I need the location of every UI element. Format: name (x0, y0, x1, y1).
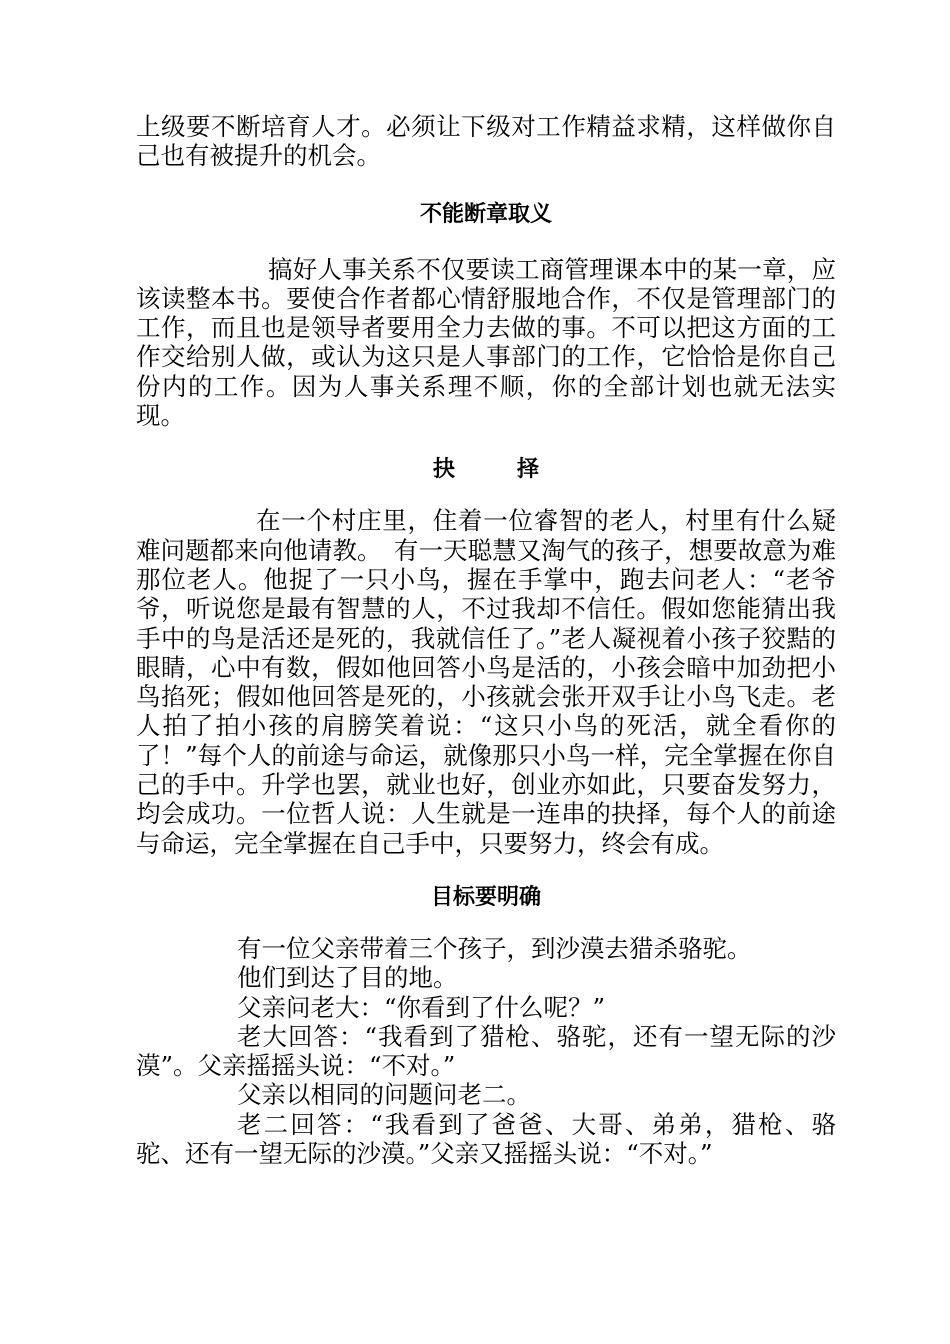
section-title-2-char-1: 抉 (432, 457, 455, 483)
section-title-1: 不能断章取义 (419, 201, 552, 227)
dialogue-line: 老二回答：“我看到了爸爸、大哥、弟弟，猎枪、骆驼、还有一望无际的沙漠。”父亲又摇摇头说：“不对。” (136, 1109, 836, 1169)
section-title-2-char-2: 择 (517, 457, 540, 483)
document-page (136, 112, 836, 1168)
section-1-paragraph: 搞好人事关系不仅要读工商管理课本中的某一章，应该读整本书。要使合作者都心情舒服地合作，不仅是管理部门的工作，而且也是领导者要用全力去做的事。不可以把这方面的工作交给别人做，或认为这只是人事部门的工作，它恰恰是你自己份内的工作。因为人事关系理不顺，你的全部计划也就无法实现。 (136, 254, 836, 431)
dialogue-line: 有一位父亲带着三个孩子，到沙漠去猎杀骆驼。 (237, 933, 752, 963)
section-title-3: 目标要明确 (430, 884, 541, 910)
section-2-paragraph: 在一个村庄里，住着一位睿智的老人，村里有什么疑难问题都来向他请教。 有一天聪慧又淘气的孩子，想要故意为难那位老人。他捉了一只小鸟，握在手掌中，跑去问老人：“老爷爷，听说您是最有智慧的人，不过我却不信任。假如您能猜出我手中的鸟是活还是死的，我就信任了。”老人凝视着小孩子狡黠的眼睛，心中有数，假如他回答小鸟是活的，小孩会暗中加劲把小鸟掐死；假如他回答是死的，小孩就会张开双手让小鸟飞走。老人拍了拍小孩的肩膀笑着说：“这只小鸟的死活，就全看你的了！”每个人的前途与命运，就像那只小鸟一样，完全掌握在你自己的手中。升学也罢，就业也好，创业亦如此，只要奋发努力，均会成功。一位哲人说：人生就是一连串的抉择，每个人的前途与命运，完全掌握在自己手中，只要努力，终会有成。 (136, 506, 836, 858)
dialogue-line: 父亲以相同的问题问老二。 (237, 1080, 531, 1110)
dialogue-line: 他们到达了目的地。 (237, 963, 458, 993)
section-title-2 (136, 456, 836, 484)
intro-paragraph: 上级要不断培育人才。必须让下级对工作精益求精，这样做你自己也有被提升的机会。 (136, 112, 836, 171)
dialogue-line: 老大回答：“我看到了猎枪、骆驼，还有一望无际的沙漠”。父亲摇摇头说：“不对。” (136, 1021, 836, 1081)
dialogue-line: 父亲问老大：“你看到了什么呢？” (237, 992, 606, 1022)
